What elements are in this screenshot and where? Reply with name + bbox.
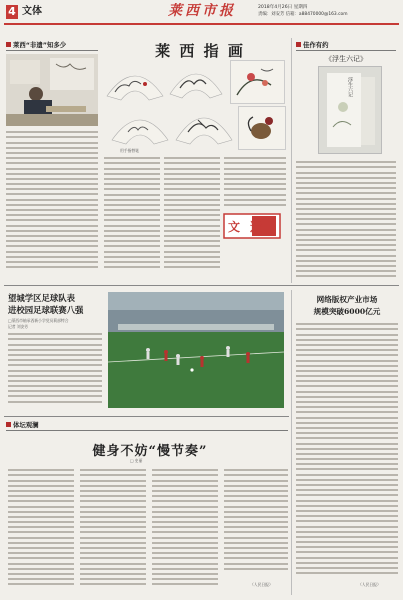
article-title-finger-painting: 莱 西 指 画 bbox=[155, 42, 245, 60]
masthead-rule bbox=[4, 23, 399, 25]
health-source: （人民日报） bbox=[250, 582, 273, 587]
article-text-health-col2 bbox=[80, 466, 146, 592]
section-square-icon bbox=[6, 422, 11, 427]
copyright-headline-1: 网络版权产业市场 bbox=[316, 295, 378, 304]
column-divider bbox=[291, 290, 292, 595]
article-text-book bbox=[296, 158, 396, 282]
stamp-text: 文遗 bbox=[228, 220, 273, 234]
article-text-health-col4 bbox=[224, 466, 288, 578]
painter-photo bbox=[6, 54, 98, 126]
article-text-health-col3 bbox=[152, 466, 218, 592]
rooster-painting bbox=[238, 106, 286, 150]
section-heading-text: 体坛观澜 bbox=[13, 421, 39, 429]
article-text-copyright bbox=[296, 320, 398, 578]
editor-line: 责编：刘安芳 信箱：a88470000@163.com bbox=[258, 12, 348, 17]
page-divider-1 bbox=[4, 285, 399, 286]
section-heading-nonheritage bbox=[6, 40, 66, 49]
fan-painting-4 bbox=[174, 102, 234, 146]
section-heading-text: 莱西“非遗”知多少 bbox=[13, 41, 67, 49]
football-photo bbox=[108, 292, 284, 408]
article-text-health-col1 bbox=[8, 466, 74, 592]
football-headline-1: 望城学区足球队表 bbox=[8, 293, 75, 303]
section-rule bbox=[6, 50, 98, 51]
section-square-icon bbox=[6, 42, 11, 47]
section-rule bbox=[296, 50, 396, 51]
article-text-football bbox=[8, 330, 102, 408]
health-byline: □ 史丽 bbox=[130, 458, 143, 463]
football-headline-2: 进校园足球联赛八强 bbox=[8, 305, 84, 315]
football-subline-2: 记者 刘安芳 bbox=[8, 324, 29, 329]
paper-name: 莱西市报 bbox=[168, 3, 236, 19]
section-heading-text: 佳作有约 bbox=[303, 41, 329, 49]
fan-painting-3 bbox=[110, 106, 170, 146]
fan-painting-1 bbox=[105, 62, 165, 102]
flower-painting bbox=[230, 60, 285, 104]
football-subline-1: □莱西市轴承西新小学党员莉部特合 bbox=[8, 318, 69, 323]
copyright-headline-2: 规模突破6000亿元 bbox=[313, 307, 381, 316]
masthead bbox=[0, 0, 403, 26]
heritage-stamp bbox=[222, 210, 284, 242]
section-square-icon bbox=[296, 42, 301, 47]
page-divider-2 bbox=[4, 416, 289, 417]
book-cover-text: 浮生六记 bbox=[347, 77, 353, 97]
book-title: 《浮生六记》 bbox=[325, 55, 367, 63]
date-line: 2018年4月26日 星期四 bbox=[258, 5, 308, 10]
section-name: 文体 bbox=[22, 6, 42, 17]
article-text-finger-painting-col3 bbox=[224, 154, 286, 208]
section-rule bbox=[6, 430, 288, 431]
fan-painting-2 bbox=[168, 60, 224, 100]
article-text-finger-painting-col1 bbox=[104, 154, 160, 274]
health-headline: 健身不妨“慢节奏” bbox=[92, 444, 208, 459]
column-divider bbox=[291, 38, 292, 283]
section-heading-sports bbox=[6, 420, 39, 429]
article-text-painter bbox=[6, 128, 98, 274]
article-text-finger-painting-col2 bbox=[164, 154, 220, 274]
page-number-badge: 4 bbox=[6, 5, 18, 19]
section-heading-book bbox=[296, 40, 329, 49]
copyright-source: （人民日报） bbox=[358, 582, 381, 587]
book-cover bbox=[318, 66, 382, 154]
painting-caption: 用手指替笔 bbox=[120, 148, 139, 153]
